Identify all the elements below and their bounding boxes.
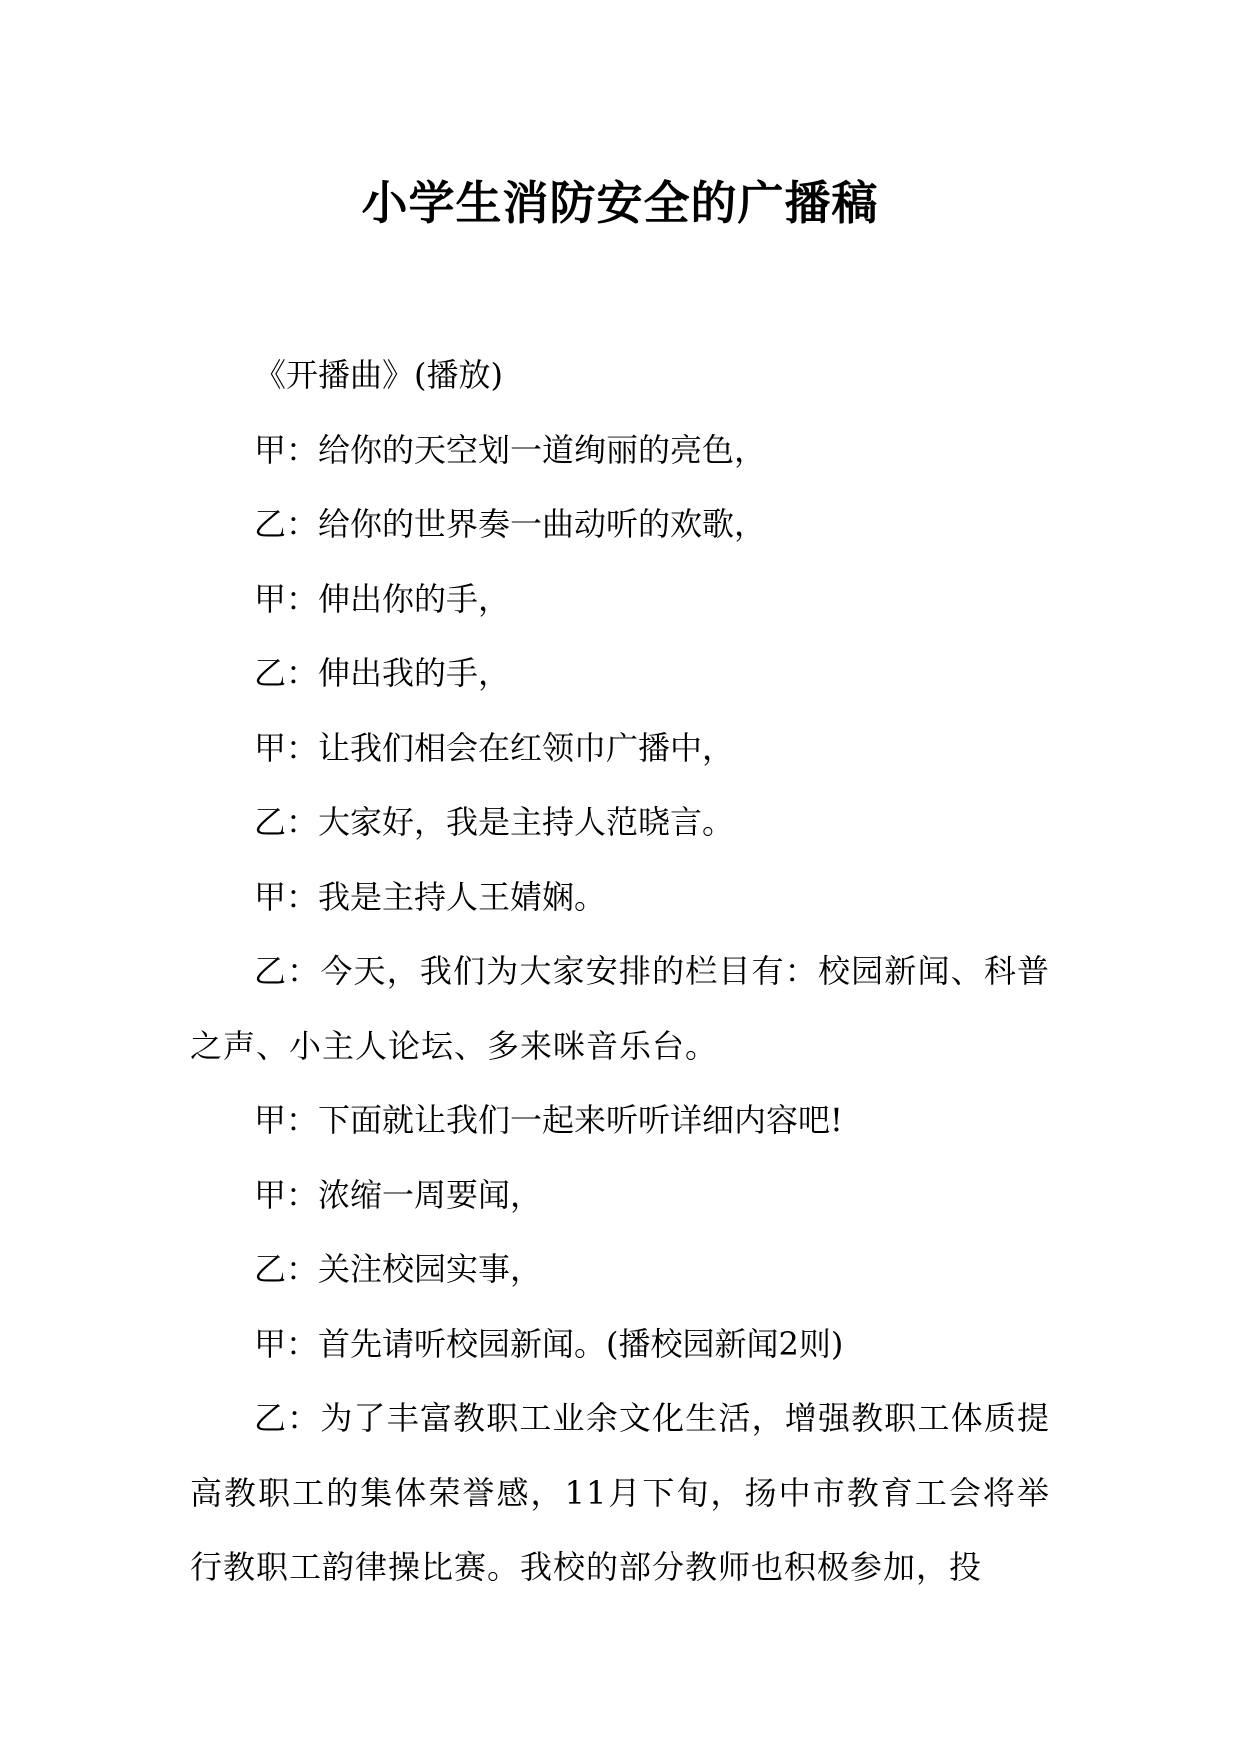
paragraph: 乙：伸出我的手，: [254, 654, 511, 692]
document-title: 小学生消防安全的广播稿: [361, 176, 879, 230]
paragraph: 甲：首先请听校园新闻。(播校园新闻2则): [254, 1324, 844, 1363]
paragraph: 甲：浓缩一周要闻，: [254, 1175, 543, 1214]
paragraph: 甲：给你的天空划一道绚丽的亮色，: [254, 430, 767, 469]
paragraph: 《开播曲》(播放): [254, 356, 503, 394]
paragraph: 甲：我是主持人王婧娴。: [254, 877, 607, 916]
paragraph: 甲：伸出你的手，: [254, 579, 511, 618]
paragraph: 乙：今天，我们为大家安排的栏目有：校园新闻、科普之声、小主人论坛、多来咪音乐台。: [190, 952, 1050, 1065]
paragraph: 甲：下面就让我们一起来听听详细内容吧!: [254, 1101, 843, 1139]
paragraph: 乙：大家好，我是主持人范晓言。: [254, 803, 735, 841]
document-body: [190, 338, 1050, 1605]
paragraph: 甲：让我们相会在红领巾广播中，: [254, 728, 735, 767]
paragraph: 乙：关注校园实事，: [254, 1250, 543, 1288]
paragraph: 乙：为了丰富教职工业余文化生活，增强教职工体质提高教职工的集体荣誉感，11月下旬，扬中市教育工会将举行教职工韵律操比赛。我校的部分教师也积极参加，投: [190, 1399, 1050, 1586]
paragraph: 乙：给你的世界奏一曲动听的欢歌，: [254, 505, 767, 543]
